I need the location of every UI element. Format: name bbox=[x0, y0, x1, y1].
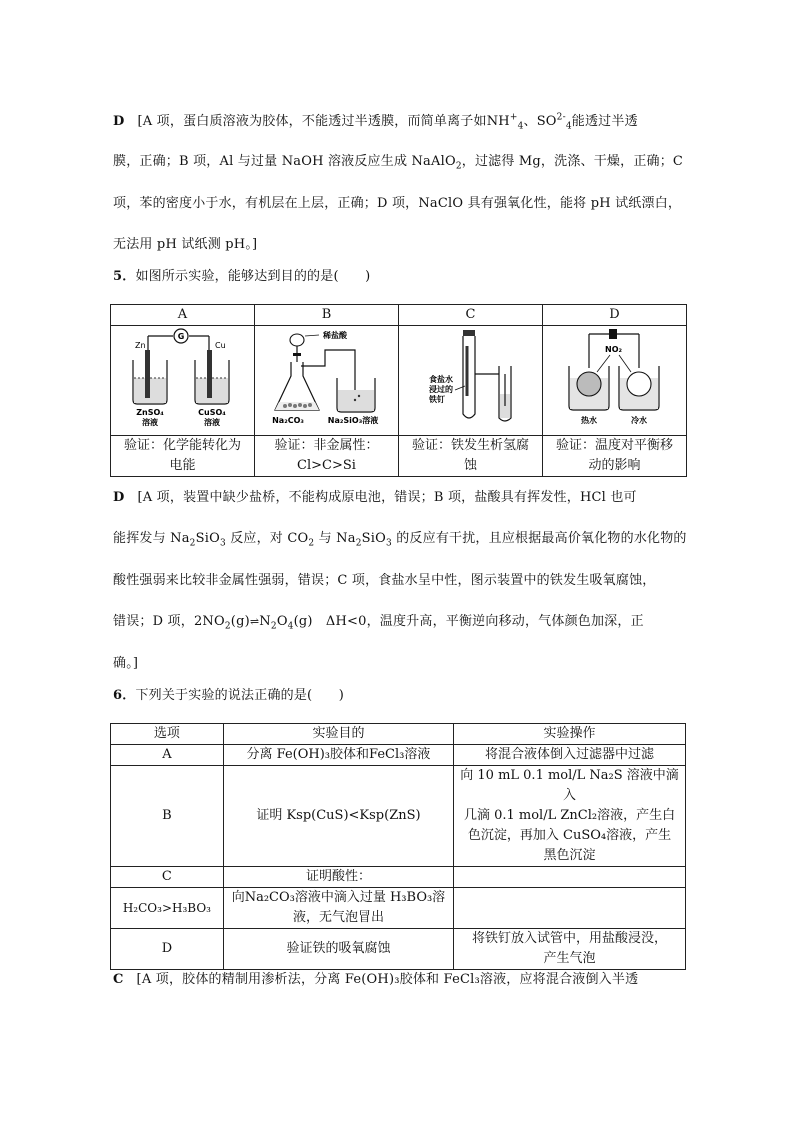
flask-beaker-diagram bbox=[255, 326, 398, 428]
q6-experiment-table bbox=[110, 723, 686, 970]
answer-letter: D bbox=[113, 114, 125, 129]
q5-stem: 5．如图所示实验，能够达到目的的是( ) bbox=[113, 269, 371, 284]
figure-b-acidity-setup bbox=[255, 326, 399, 436]
flask-hot bbox=[577, 372, 601, 396]
q4-answer-line4: 无法用 pH 试纸测 pH。] bbox=[113, 237, 258, 252]
svg-text:稀盐酸: 稀盐酸 bbox=[323, 331, 347, 340]
q5-caption-c: 验证：铁发生析氢腐 蚀 bbox=[399, 436, 543, 477]
table-row: D 验证铁的吸氧腐蚀 将铁钉放入试管中，用盐酸浸没， 产生气泡 bbox=[111, 929, 686, 970]
q6-header-operation: 实验操作 bbox=[454, 724, 686, 745]
q4-answer-line3: 项，苯的密度小于水，有机层在上层，正确；D 项，NaClO 具有强氧化性，能将 pH 试纸漂白， bbox=[113, 196, 682, 211]
q5-answer-line3: 酸性强弱来比较非金属性强弱，错误；C 项，食盐水呈中性，图示装置中的铁发生吸氧腐蚀， bbox=[113, 573, 656, 588]
clamp-icon bbox=[609, 329, 617, 339]
galvanic-cell-diagram bbox=[111, 326, 254, 428]
q5-caption-d: 验证：温度对平衡移 动的影响 bbox=[543, 436, 687, 477]
q6-answer-line1: C [A 项，胶体的精制用渗析法，分离 Fe(OH)₃胶体和 FeCl₃溶液，应将混合液倒入半透 bbox=[113, 972, 639, 987]
copper-electrode bbox=[207, 350, 212, 398]
table-row: B 证明 Ksp(CuS)<Ksp(ZnS) 向 10 mL 0.1 mol/L Na₂S 溶液中滴入 几滴 0.1 mol/L ZnCl₂溶液，产生白 色沉淀，再加入 CuSO₄溶液，产生 黑色沉淀 bbox=[111, 766, 686, 867]
test-tube-diagram bbox=[399, 326, 542, 428]
q6-header-goal: 实验目的 bbox=[223, 724, 453, 745]
q6-header-option: 选项 bbox=[111, 724, 224, 745]
q5-header-b: B bbox=[255, 305, 399, 326]
q5-answer-line1: D [A 项，装置中缺少盐桥，不能构成原电池，错误；B 项，盐酸具有挥发性，HCl 也可 bbox=[113, 490, 637, 505]
figure-a-galvanic-cell bbox=[111, 326, 255, 436]
svg-text:Na₂CO₃: Na₂CO₃ bbox=[272, 416, 304, 425]
svg-text:G: G bbox=[177, 332, 185, 341]
svg-text:Na₂SiO₃溶液: Na₂SiO₃溶液 bbox=[327, 416, 379, 425]
q5-caption-b: 验证：非金属性： Cl>C>Si bbox=[255, 436, 399, 477]
q5-header-d: D bbox=[543, 305, 687, 326]
q5-answer-line2: 能挥发与 $Na_2SiO_3$ 反应，对 $CO_2$ 与 $Na_2SiO_3$ 的反应有干扰，且应根据最高价氧化物的水化物的 bbox=[113, 531, 687, 549]
q5-experiment-table bbox=[110, 304, 687, 477]
svg-text:食盐水: 食盐水 bbox=[429, 375, 453, 384]
q5-header-a: A bbox=[111, 305, 255, 326]
svg-text:浸过的: 浸过的 bbox=[429, 385, 453, 394]
svg-text:溶液: 溶液 bbox=[142, 418, 158, 427]
svg-text:Cu: Cu bbox=[215, 341, 226, 350]
svg-text:Zn: Zn bbox=[135, 341, 146, 350]
q4-answer-line2: 膜，正确；B 项，Al 与过量 NaOH 溶液反应生成 NaAlO$_2$，过滤得 Mg，洗涤、干燥，正确；C bbox=[113, 154, 684, 172]
svg-text:NO₂: NO₂ bbox=[605, 345, 622, 354]
svg-text:冷水: 冷水 bbox=[631, 416, 647, 425]
q4-answer-line1: D [A 项，蛋白质溶液为胶体，不能透过半透膜，而简单离子如$NH^+_4$、$SO^{2-}_4$能透过半透 bbox=[113, 112, 638, 132]
svg-text:热水: 热水 bbox=[581, 416, 597, 425]
equilibrium-arrow-icon: ⇌ bbox=[249, 615, 260, 628]
q5-answer-line5: 确。] bbox=[113, 656, 139, 671]
no2-flask-diagram bbox=[543, 326, 686, 428]
answer-letter: C bbox=[113, 972, 124, 987]
q5-header-c: C bbox=[399, 305, 543, 326]
test-tube bbox=[463, 336, 475, 418]
svg-text:铁钉: 铁钉 bbox=[429, 395, 445, 404]
answer-letter: D bbox=[113, 490, 125, 505]
flask-cold bbox=[627, 372, 651, 396]
table-row: A 分离 Fe(OH)₃胶体和FeCl₃溶液 将混合液体倒入过滤器中过滤 bbox=[111, 745, 686, 766]
q6-stem: 6．下列关于实验的说法正确的是( ) bbox=[113, 688, 344, 703]
figure-c-iron-corrosion bbox=[399, 326, 543, 436]
question-number: 5． bbox=[113, 269, 136, 284]
q5-answer-line4: 错误；D 项，$2NO_2(g)\rightleftharpoons N_2O_4(g)$ ΔH<0，温度升高，平衡逆向移动，气体颜色加深，正 bbox=[113, 614, 644, 632]
table-row: C 证明酸性： bbox=[111, 867, 686, 888]
svg-text:溶液: 溶液 bbox=[204, 418, 220, 427]
zinc-electrode bbox=[145, 350, 150, 398]
question-number: 6． bbox=[113, 688, 136, 703]
svg-text:ZnSO₄: ZnSO₄ bbox=[136, 408, 164, 417]
table-row: H₂CO₃>H₃BO₃ 向Na₂CO₃溶液中滴入过量 H₃BO₃溶 液，无气泡冒出 bbox=[111, 888, 686, 929]
figure-d-no2-equilibrium bbox=[543, 326, 687, 436]
svg-text:CuSO₄: CuSO₄ bbox=[198, 408, 226, 417]
dropping-funnel-icon bbox=[290, 334, 304, 346]
q5-caption-a: 验证：化学能转化为 电能 bbox=[111, 436, 255, 477]
